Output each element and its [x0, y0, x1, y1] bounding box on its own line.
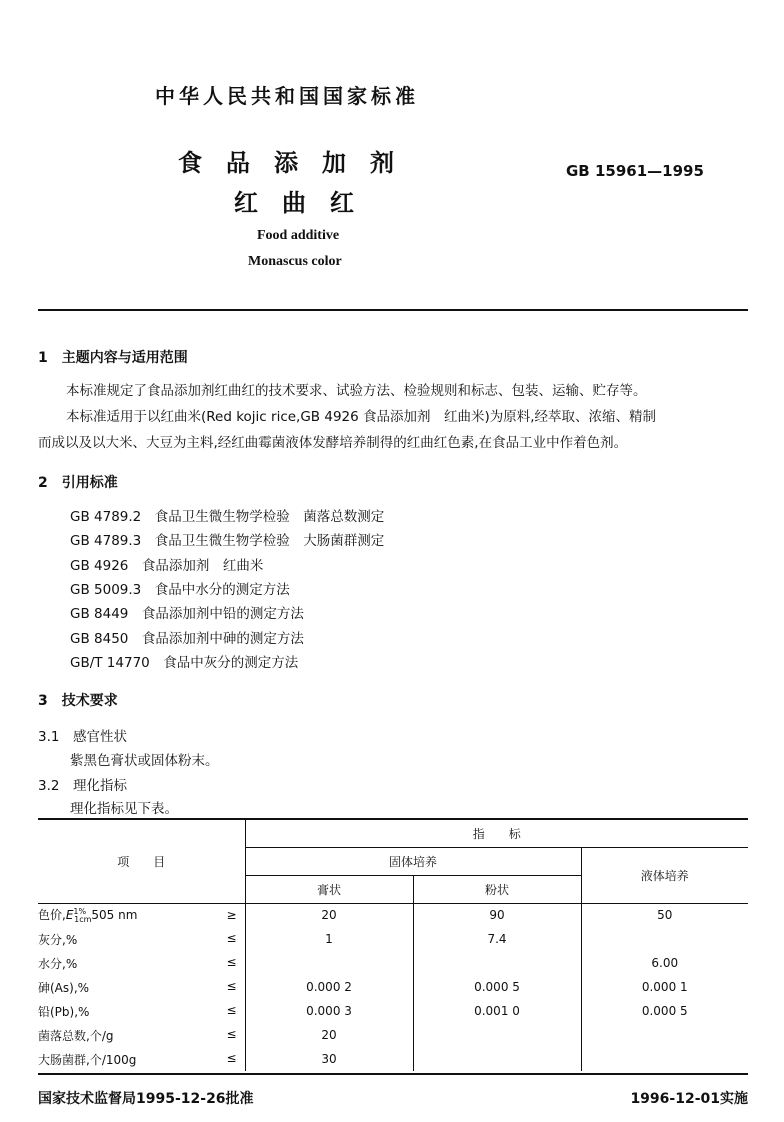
table-row [38, 1047, 748, 1071]
row-value-liquid [581, 1047, 748, 1071]
row-value-paste [245, 951, 413, 975]
row-value-liquid: 0.000 1 [581, 975, 748, 999]
col-header-solid: 固体培养 [245, 847, 581, 875]
section-1-para-1: 本标准规定了食品添加剂红曲红的技术要求、试验方法、检验规则和标志、包装、运输、贮存等。 [66, 383, 647, 399]
ref-item: GB 4789.3 食品卫生微生物学检验 大肠菌群测定 [70, 533, 385, 549]
row-comparator: ≥ [226, 907, 237, 922]
row-name: 铅(Pb),% [38, 1004, 90, 1019]
title-line-2: 红曲红 [234, 189, 378, 217]
english-title-1: Food additive [257, 228, 340, 243]
row-value-powder: 0.001 0 [413, 999, 581, 1023]
col-header-liquid: 液体培养 [581, 847, 748, 903]
section-3-1-text: 紫黑色膏状或固体粉末。 [70, 753, 219, 769]
row-name: 水分,% [38, 956, 78, 971]
row-value-powder: 0.000 5 [413, 975, 581, 999]
row-value-paste: 30 [245, 1047, 413, 1071]
spec-table [38, 818, 748, 1071]
row-name: 色价$,E^{1\%}_{1cm}505$ nm [38, 907, 138, 925]
table-row [38, 951, 748, 975]
row-value-paste: 0.000 2 [245, 975, 413, 999]
section-1-heading: 1 主题内容与适用范围 [38, 350, 188, 366]
ref-item: GB 5009.3 食品中水分的测定方法 [70, 582, 290, 598]
section-1-para-2-line-2: 而成以及以大米、大豆为主料,经红曲霉菌液体发酵培养制得的红曲红色素,在食品工业中作着色剂。 [38, 435, 628, 451]
row-value-paste: 20 [245, 903, 413, 927]
header-divider [38, 309, 748, 311]
row-value-powder: 90 [413, 903, 581, 927]
row-name: 砷(As),% [38, 980, 90, 995]
table-row [38, 975, 748, 999]
section-3-2-heading: 3.2 理化指标 [38, 778, 127, 794]
row-comparator: ≤ [226, 1003, 237, 1017]
section-3-heading: 3 技术要求 [38, 693, 118, 709]
row-value-liquid: 50 [581, 903, 748, 927]
row-value-powder [413, 1023, 581, 1047]
row-value-liquid: 0.000 5 [581, 999, 748, 1023]
table-row [38, 999, 748, 1023]
row-name: 大肠菌群,个/100g [38, 1052, 137, 1067]
section-2-heading: 2 引用标准 [38, 475, 118, 491]
ref-item: GB/T 14770 食品中灰分的测定方法 [70, 655, 299, 671]
row-comparator: ≤ [226, 931, 237, 945]
section-1-para-2-line-1: 本标准适用于以红曲米(Red kojic rice,GB 4926 食品添加剂 红曲米)为原料,经萃取、浓缩、精制 [66, 409, 657, 425]
row-name: 灰分,% [38, 932, 78, 947]
effective-date: 1996-12-01实施 [630, 1091, 748, 1107]
ref-item: GB 8450 食品添加剂中砷的测定方法 [70, 631, 304, 647]
ref-item: GB 4926 食品添加剂 红曲米 [70, 558, 264, 574]
table-row [38, 1023, 748, 1047]
row-value-paste: 20 [245, 1023, 413, 1047]
row-name: 菌落总数,个/g [38, 1028, 114, 1043]
col-header-paste: 膏状 [245, 875, 413, 903]
row-comparator: ≤ [226, 1051, 237, 1065]
col-header-index: 指 标 [245, 819, 748, 847]
row-comparator: ≤ [226, 979, 237, 993]
approval-text: 国家技术监督局1995-12-26批准 [38, 1091, 254, 1107]
english-title-2: Monascus color [248, 254, 342, 269]
ref-item: GB 8449 食品添加剂中铅的测定方法 [70, 606, 304, 622]
row-value-liquid [581, 927, 748, 951]
col-header-item: 项 目 [38, 819, 245, 903]
gb-number: GB 15961—1995 [566, 162, 704, 180]
standard-org: 中华人民共和国国家标准 [155, 84, 419, 108]
row-comparator: ≤ [226, 955, 237, 969]
table-row [38, 903, 748, 927]
row-value-powder [413, 951, 581, 975]
row-value-liquid: 6.00 [581, 951, 748, 975]
col-header-powder: 粉状 [413, 875, 581, 903]
row-value-liquid [581, 1023, 748, 1047]
row-value-powder: 7.4 [413, 927, 581, 951]
row-comparator: ≤ [226, 1027, 237, 1041]
row-value-powder [413, 1047, 581, 1071]
footer-divider [38, 1073, 748, 1075]
title-line-1: 食品添加剂 [178, 149, 418, 177]
table-row [38, 927, 748, 951]
row-value-paste: 0.000 3 [245, 999, 413, 1023]
section-3-1-heading: 3.1 感官性状 [38, 729, 127, 745]
row-value-paste: 1 [245, 927, 413, 951]
section-3-2-text: 理化指标见下表。 [70, 801, 178, 817]
ref-item: GB 4789.2 食品卫生微生物学检验 菌落总数测定 [70, 509, 385, 525]
